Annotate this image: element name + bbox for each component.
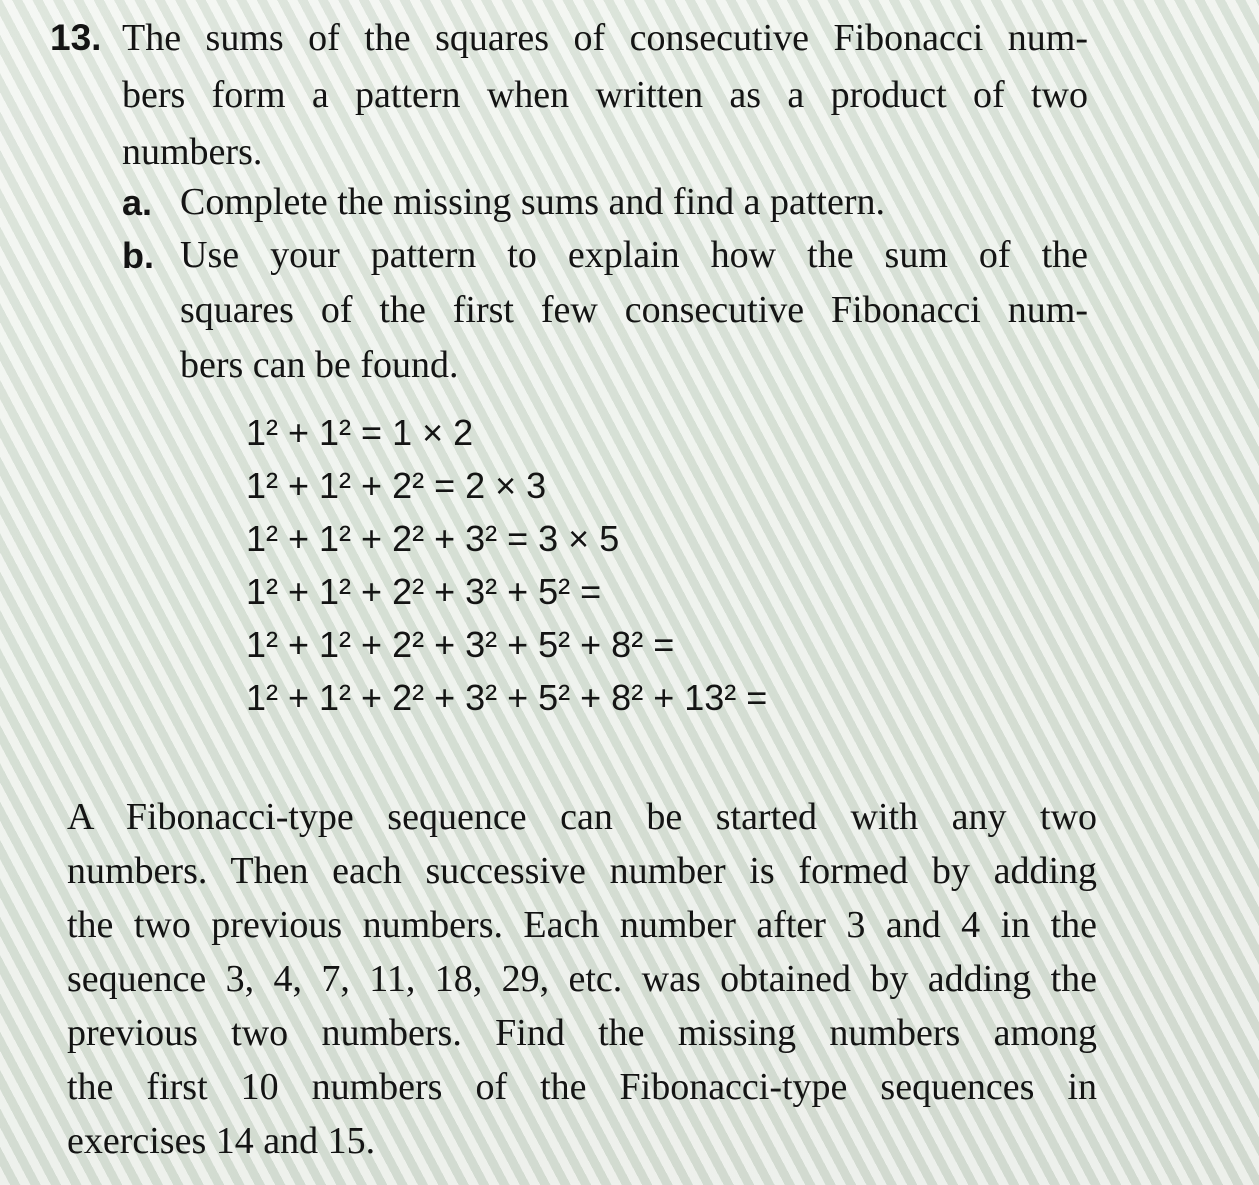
paragraph-line: the two previous numbers. Each number after 3 and 4 in the [67,904,1097,946]
paragraph-line: the first 10 numbers of the Fibonacci-type sequences in [67,1066,1097,1108]
part-b-letter: b. [122,235,154,276]
part-b-line: squares of the first few consecutive Fibonacci num- [180,289,1088,331]
problem-number: 13. [50,17,102,58]
equation-row: 1² + 1² + 2² + 3² = 3 × 5 [246,518,620,559]
equation-row: 1² + 1² + 2² + 3² + 5² + 8² = [246,624,675,665]
equation-row: 1² + 1² + 2² = 2 × 3 [246,465,547,506]
part-b-text [180,228,1088,393]
equation-row: 1² + 1² + 2² + 3² + 5² + 8² + 13² = [246,677,768,718]
equation-row: 1² + 1² = 1 × 2 [246,412,474,453]
stem-line: bers form a pattern when written as a product of two [122,74,1088,116]
part-a-line: Complete the missing sums and find a pattern. [180,181,886,223]
part-a-text [180,175,1088,230]
stem-line: The sums of the squares of consecutive Fibonacci num- [122,17,1088,59]
equation-list [246,406,767,724]
problem-stem [122,10,1088,181]
paragraph-line: sequence 3, 4, 7, 11, 18, 29, etc. was obtained by adding the [67,958,1097,1000]
paragraph-line: numbers. Then each successive number is formed by adding [67,850,1097,892]
paragraph-line: A Fibonacci-type sequence can be started with any two [67,796,1097,838]
fibonacci-type-paragraph [67,790,1097,1168]
paragraph-line: previous two numbers. Find the missing numbers among [67,1012,1097,1054]
part-a-letter: a. [122,182,153,223]
part-b-line: bers can be found. [180,344,459,386]
equation-row: 1² + 1² + 2² + 3² + 5² = [246,571,602,612]
paragraph-line: exercises 14 and 15. [67,1120,376,1162]
part-b-line: Use your pattern to explain how the sum of the [180,234,1088,276]
stem-line: numbers. [122,131,263,173]
